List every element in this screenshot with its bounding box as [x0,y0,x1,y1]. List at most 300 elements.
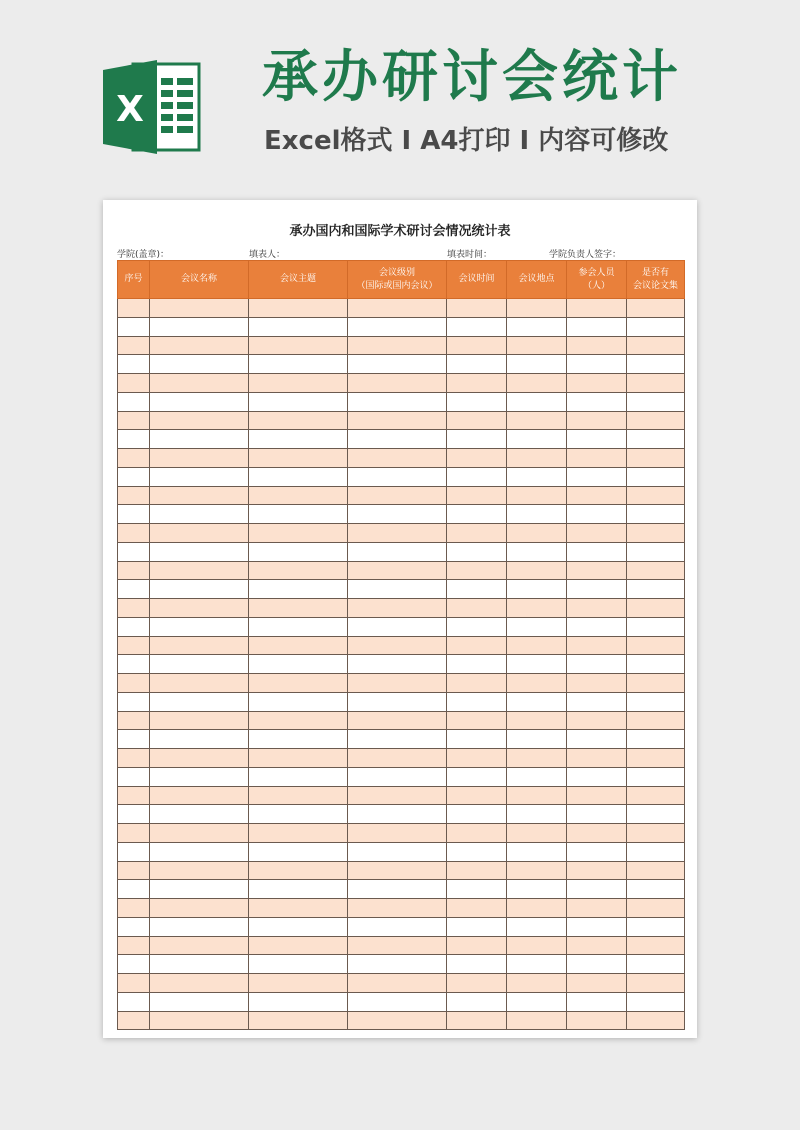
table-cell[interactable] [627,955,685,974]
table-cell[interactable] [348,317,447,336]
table-cell[interactable] [118,542,150,561]
table-cell[interactable] [507,580,567,599]
table-cell[interactable] [249,617,348,636]
table-cell[interactable] [150,749,249,768]
table-cell[interactable] [507,1011,567,1030]
table-cell[interactable] [348,674,447,693]
table-cell[interactable] [447,786,507,805]
table-cell[interactable] [567,880,627,899]
table-cell[interactable] [348,767,447,786]
table-cell[interactable] [567,711,627,730]
table-cell[interactable] [447,1011,507,1030]
table-cell[interactable] [567,580,627,599]
table-cell[interactable] [348,411,447,430]
table-cell[interactable] [567,486,627,505]
table-cell[interactable] [447,674,507,693]
table-cell[interactable] [348,580,447,599]
table-cell[interactable] [150,374,249,393]
table-cell[interactable] [249,317,348,336]
table-cell[interactable] [118,392,150,411]
table-cell[interactable] [447,449,507,468]
table-cell[interactable] [447,561,507,580]
table-cell[interactable] [118,524,150,543]
table-cell[interactable] [249,561,348,580]
table-cell[interactable] [150,711,249,730]
table-cell[interactable] [249,749,348,768]
table-cell[interactable] [507,561,567,580]
table-cell[interactable] [348,861,447,880]
table-cell[interactable] [567,336,627,355]
table-cell[interactable] [118,655,150,674]
table-cell[interactable] [150,430,249,449]
table-cell[interactable] [348,711,447,730]
table-cell[interactable] [118,374,150,393]
table-cell[interactable] [249,392,348,411]
table-cell[interactable] [627,1011,685,1030]
table-cell[interactable] [507,355,567,374]
table-cell[interactable] [348,749,447,768]
table-cell[interactable] [150,486,249,505]
table-cell[interactable] [348,617,447,636]
table-cell[interactable] [118,636,150,655]
table-cell[interactable] [249,374,348,393]
table-cell[interactable] [567,655,627,674]
table-cell[interactable] [150,524,249,543]
table-cell[interactable] [627,505,685,524]
table-cell[interactable] [507,655,567,674]
table-cell[interactable] [627,336,685,355]
table-cell[interactable] [447,711,507,730]
table-cell[interactable] [447,430,507,449]
table-cell[interactable] [507,317,567,336]
table-cell[interactable] [627,974,685,993]
table-cell[interactable] [249,711,348,730]
table-cell[interactable] [447,730,507,749]
table-cell[interactable] [150,411,249,430]
table-cell[interactable] [447,936,507,955]
table-cell[interactable] [118,449,150,468]
table-cell[interactable] [150,561,249,580]
table-cell[interactable] [507,449,567,468]
table-cell[interactable] [118,299,150,318]
table-cell[interactable] [447,392,507,411]
table-cell[interactable] [507,599,567,618]
table-cell[interactable] [150,317,249,336]
table-cell[interactable] [249,730,348,749]
table-cell[interactable] [447,299,507,318]
table-cell[interactable] [150,392,249,411]
table-cell[interactable] [348,786,447,805]
table-cell[interactable] [507,636,567,655]
table-cell[interactable] [567,936,627,955]
table-cell[interactable] [150,692,249,711]
table-cell[interactable] [507,524,567,543]
table-cell[interactable] [447,861,507,880]
table-cell[interactable] [567,617,627,636]
table-cell[interactable] [118,974,150,993]
table-cell[interactable] [150,542,249,561]
table-cell[interactable] [249,467,348,486]
table-cell[interactable] [249,936,348,955]
table-cell[interactable] [249,692,348,711]
table-cell[interactable] [507,411,567,430]
table-cell[interactable] [507,917,567,936]
table-cell[interactable] [150,899,249,918]
table-cell[interactable] [567,374,627,393]
table-cell[interactable] [249,336,348,355]
table-cell[interactable] [348,299,447,318]
table-cell[interactable] [447,824,507,843]
table-cell[interactable] [118,899,150,918]
table-cell[interactable] [150,449,249,468]
table-cell[interactable] [567,599,627,618]
table-cell[interactable] [627,730,685,749]
table-cell[interactable] [447,917,507,936]
table-cell[interactable] [118,336,150,355]
table-cell[interactable] [627,430,685,449]
table-cell[interactable] [348,355,447,374]
table-cell[interactable] [249,842,348,861]
table-cell[interactable] [447,486,507,505]
table-cell[interactable] [567,299,627,318]
table-cell[interactable] [249,861,348,880]
table-cell[interactable] [447,749,507,768]
table-cell[interactable] [348,392,447,411]
table-cell[interactable] [249,430,348,449]
table-cell[interactable] [627,805,685,824]
table-cell[interactable] [118,617,150,636]
table-cell[interactable] [118,786,150,805]
table-cell[interactable] [150,992,249,1011]
table-cell[interactable] [627,355,685,374]
table-cell[interactable] [118,824,150,843]
table-cell[interactable] [150,655,249,674]
table-cell[interactable] [348,692,447,711]
table-cell[interactable] [150,824,249,843]
table-cell[interactable] [118,430,150,449]
table-cell[interactable] [348,336,447,355]
table-cell[interactable] [627,636,685,655]
table-cell[interactable] [627,467,685,486]
table-cell[interactable] [507,486,567,505]
table-cell[interactable] [627,674,685,693]
table-cell[interactable] [627,374,685,393]
table-cell[interactable] [627,749,685,768]
table-cell[interactable] [507,936,567,955]
table-cell[interactable] [507,842,567,861]
table-cell[interactable] [150,599,249,618]
table-cell[interactable] [567,542,627,561]
table-cell[interactable] [447,355,507,374]
table-cell[interactable] [447,505,507,524]
table-cell[interactable] [249,917,348,936]
table-cell[interactable] [118,805,150,824]
table-cell[interactable] [249,955,348,974]
table-cell[interactable] [567,505,627,524]
table-cell[interactable] [627,880,685,899]
table-cell[interactable] [249,992,348,1011]
table-cell[interactable] [567,861,627,880]
table-cell[interactable] [118,561,150,580]
table-cell[interactable] [118,730,150,749]
table-cell[interactable] [150,936,249,955]
table-cell[interactable] [150,730,249,749]
table-cell[interactable] [627,317,685,336]
table-cell[interactable] [118,861,150,880]
table-cell[interactable] [150,505,249,524]
table-cell[interactable] [447,580,507,599]
table-cell[interactable] [507,392,567,411]
table-cell[interactable] [348,524,447,543]
table-cell[interactable] [249,767,348,786]
table-cell[interactable] [249,1011,348,1030]
table-cell[interactable] [627,992,685,1011]
table-cell[interactable] [348,730,447,749]
table-cell[interactable] [150,880,249,899]
table-cell[interactable] [118,936,150,955]
table-cell[interactable] [118,599,150,618]
table-cell[interactable] [150,805,249,824]
table-cell[interactable] [507,955,567,974]
table-cell[interactable] [627,767,685,786]
table-cell[interactable] [507,786,567,805]
table-cell[interactable] [348,974,447,993]
table-cell[interactable] [249,486,348,505]
table-cell[interactable] [627,392,685,411]
table-cell[interactable] [118,880,150,899]
table-cell[interactable] [447,692,507,711]
table-cell[interactable] [150,1011,249,1030]
table-cell[interactable] [348,917,447,936]
table-cell[interactable] [507,467,567,486]
table-cell[interactable] [447,992,507,1011]
table-cell[interactable] [118,917,150,936]
table-cell[interactable] [507,374,567,393]
table-cell[interactable] [627,299,685,318]
table-cell[interactable] [118,674,150,693]
table-cell[interactable] [567,355,627,374]
table-cell[interactable] [249,599,348,618]
table-cell[interactable] [249,786,348,805]
table-cell[interactable] [348,824,447,843]
table-cell[interactable] [249,655,348,674]
table-cell[interactable] [507,899,567,918]
table-cell[interactable] [567,449,627,468]
table-cell[interactable] [627,936,685,955]
table-cell[interactable] [118,767,150,786]
table-cell[interactable] [507,880,567,899]
table-cell[interactable] [507,505,567,524]
table-cell[interactable] [150,299,249,318]
table-cell[interactable] [150,786,249,805]
table-cell[interactable] [507,824,567,843]
table-cell[interactable] [567,317,627,336]
table-cell[interactable] [567,674,627,693]
table-cell[interactable] [627,411,685,430]
table-cell[interactable] [627,580,685,599]
table-cell[interactable] [567,730,627,749]
table-cell[interactable] [118,992,150,1011]
table-cell[interactable] [507,749,567,768]
table-cell[interactable] [627,842,685,861]
table-cell[interactable] [447,599,507,618]
table-cell[interactable] [567,899,627,918]
table-cell[interactable] [348,842,447,861]
table-cell[interactable] [627,899,685,918]
table-cell[interactable] [348,542,447,561]
table-cell[interactable] [150,955,249,974]
table-cell[interactable] [627,711,685,730]
table-cell[interactable] [249,542,348,561]
table-cell[interactable] [507,430,567,449]
table-cell[interactable] [567,692,627,711]
table-cell[interactable] [118,355,150,374]
table-cell[interactable] [249,805,348,824]
table-cell[interactable] [348,599,447,618]
table-cell[interactable] [567,805,627,824]
table-cell[interactable] [348,1011,447,1030]
table-cell[interactable] [348,430,447,449]
table-cell[interactable] [507,674,567,693]
table-cell[interactable] [567,992,627,1011]
table-cell[interactable] [150,917,249,936]
table-cell[interactable] [567,955,627,974]
table-cell[interactable] [150,467,249,486]
table-cell[interactable] [567,786,627,805]
table-cell[interactable] [118,711,150,730]
table-cell[interactable] [567,392,627,411]
table-cell[interactable] [627,599,685,618]
table-cell[interactable] [150,355,249,374]
table-cell[interactable] [348,655,447,674]
table-cell[interactable] [627,449,685,468]
table-cell[interactable] [447,899,507,918]
table-cell[interactable] [118,1011,150,1030]
table-cell[interactable] [507,336,567,355]
table-cell[interactable] [447,542,507,561]
table-cell[interactable] [249,355,348,374]
table-cell[interactable] [567,636,627,655]
table-cell[interactable] [249,505,348,524]
table-cell[interactable] [348,992,447,1011]
table-cell[interactable] [447,374,507,393]
table-cell[interactable] [249,411,348,430]
table-cell[interactable] [150,767,249,786]
table-cell[interactable] [627,692,685,711]
table-cell[interactable] [447,880,507,899]
table-cell[interactable] [118,692,150,711]
table-cell[interactable] [507,805,567,824]
table-cell[interactable] [507,542,567,561]
table-cell[interactable] [627,786,685,805]
table-cell[interactable] [118,467,150,486]
table-cell[interactable] [118,505,150,524]
table-cell[interactable] [447,411,507,430]
table-cell[interactable] [249,636,348,655]
table-cell[interactable] [150,636,249,655]
table-cell[interactable] [567,467,627,486]
table-cell[interactable] [348,486,447,505]
table-cell[interactable] [150,861,249,880]
table-cell[interactable] [567,974,627,993]
table-cell[interactable] [507,974,567,993]
table-cell[interactable] [627,542,685,561]
table-cell[interactable] [507,692,567,711]
table-cell[interactable] [249,580,348,599]
table-cell[interactable] [249,824,348,843]
table-cell[interactable] [348,636,447,655]
table-cell[interactable] [150,617,249,636]
table-cell[interactable] [447,636,507,655]
table-cell[interactable] [348,899,447,918]
table-cell[interactable] [249,880,348,899]
table-cell[interactable] [507,767,567,786]
table-cell[interactable] [348,805,447,824]
table-cell[interactable] [249,974,348,993]
table-cell[interactable] [249,299,348,318]
table-cell[interactable] [627,824,685,843]
table-cell[interactable] [150,674,249,693]
table-cell[interactable] [567,917,627,936]
table-cell[interactable] [118,955,150,974]
table-cell[interactable] [348,561,447,580]
table-cell[interactable] [507,299,567,318]
table-cell[interactable] [567,1011,627,1030]
table-cell[interactable] [118,580,150,599]
table-cell[interactable] [447,842,507,861]
table-cell[interactable] [567,824,627,843]
table-cell[interactable] [249,674,348,693]
table-cell[interactable] [118,486,150,505]
table-cell[interactable] [507,861,567,880]
table-cell[interactable] [627,561,685,580]
table-cell[interactable] [447,467,507,486]
table-cell[interactable] [447,617,507,636]
table-cell[interactable] [150,842,249,861]
table-cell[interactable] [348,880,447,899]
table-cell[interactable] [249,524,348,543]
table-cell[interactable] [627,486,685,505]
table-cell[interactable] [150,974,249,993]
table-cell[interactable] [150,336,249,355]
table-cell[interactable] [567,749,627,768]
table-cell[interactable] [447,524,507,543]
table-cell[interactable] [567,430,627,449]
table-cell[interactable] [348,955,447,974]
table-cell[interactable] [567,561,627,580]
table-cell[interactable] [348,449,447,468]
table-cell[interactable] [507,730,567,749]
table-cell[interactable] [507,992,567,1011]
table-cell[interactable] [447,955,507,974]
table-cell[interactable] [118,411,150,430]
table-cell[interactable] [118,842,150,861]
table-cell[interactable] [447,336,507,355]
table-cell[interactable] [249,449,348,468]
table-cell[interactable] [447,974,507,993]
table-cell[interactable] [567,411,627,430]
table-cell[interactable] [627,524,685,543]
table-cell[interactable] [567,767,627,786]
table-cell[interactable] [567,842,627,861]
table-cell[interactable] [447,655,507,674]
table-cell[interactable] [507,711,567,730]
table-cell[interactable] [348,374,447,393]
table-cell[interactable] [348,467,447,486]
table-cell[interactable] [348,505,447,524]
table-cell[interactable] [627,861,685,880]
table-cell[interactable] [627,655,685,674]
